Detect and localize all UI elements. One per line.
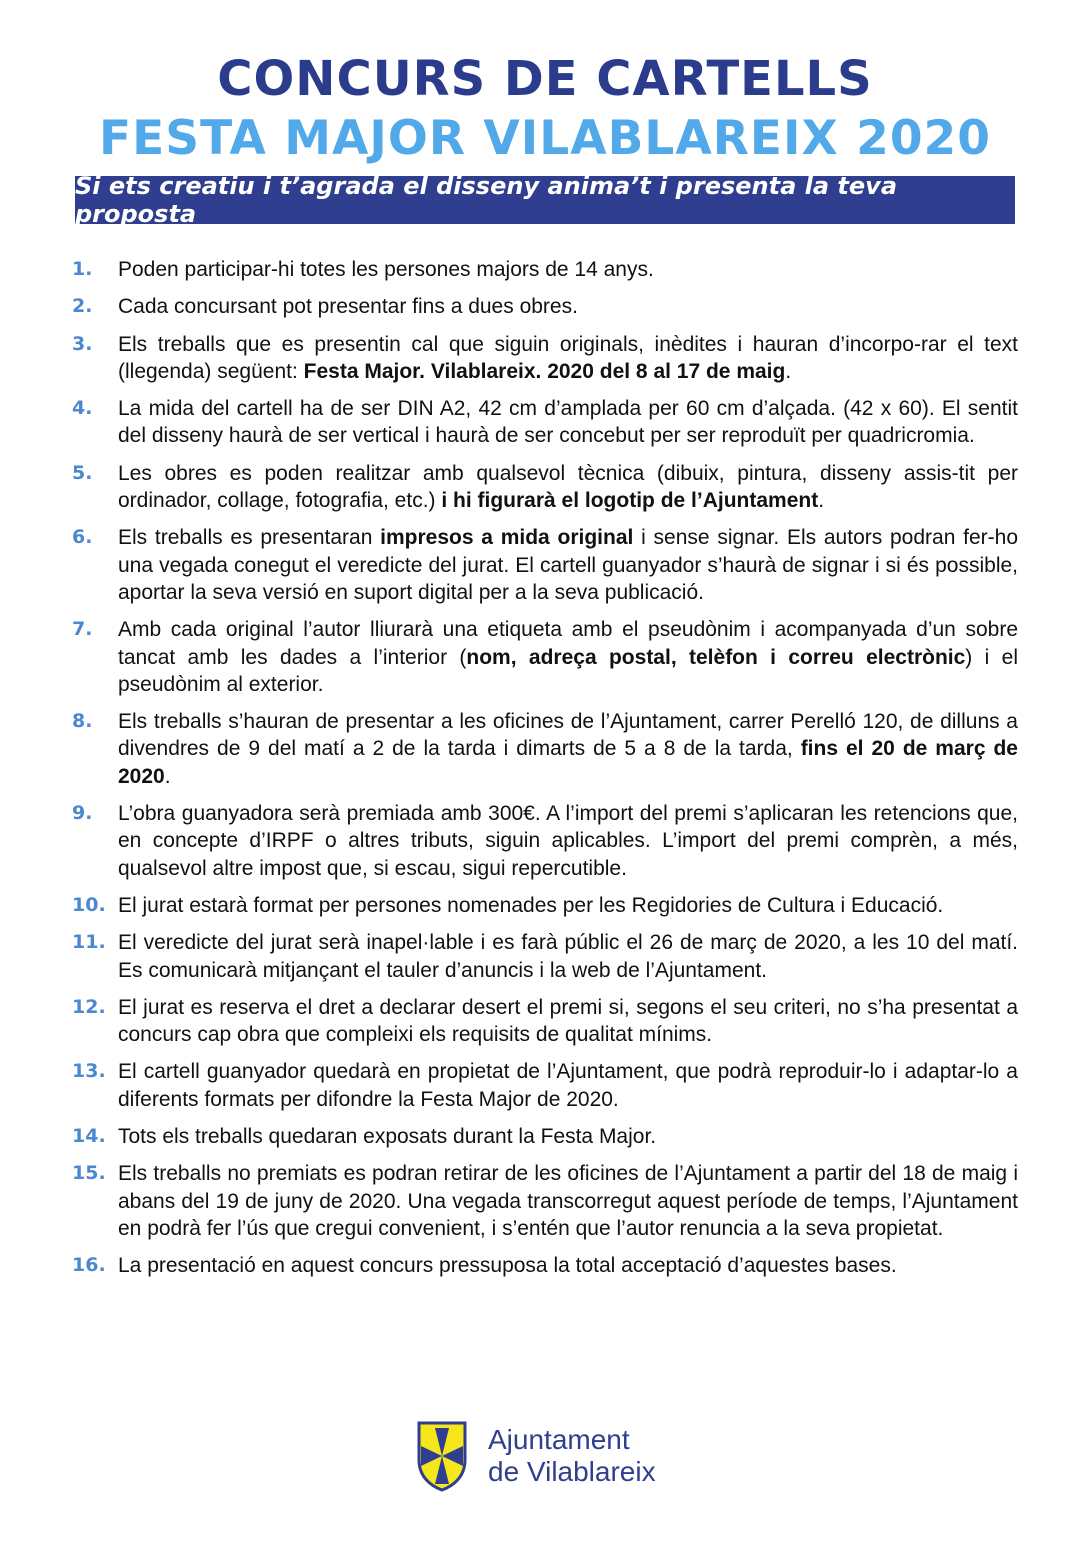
rules-list xyxy=(72,256,1018,1290)
rule-item xyxy=(72,1160,1018,1242)
footer-logo xyxy=(416,1416,656,1496)
rule-item xyxy=(72,293,1018,320)
rule-number: 4. xyxy=(72,397,93,420)
rule-number: 14. xyxy=(72,1125,106,1148)
rule-text-post: ) i el pseudònim al exterior. xyxy=(118,645,1018,696)
rule-item xyxy=(72,1058,1018,1113)
rule-number: 12. xyxy=(72,995,106,1018)
rule-item xyxy=(72,256,1018,283)
rule-text-bold: nom, adreça postal, telèfon i correu electrònic xyxy=(466,645,966,669)
rule-number: 1. xyxy=(72,258,93,280)
rule-text: El jurat es reserva el dret a declarar desert el premi si, segons el seu criteri, no s’ha presentat a concurs cap obra que compleixi els requisits de qualitat mínims. xyxy=(118,995,1018,1047)
rule-text: La presentació en aquest concurs pressuposa la total acceptació d’aquestes bases. xyxy=(118,1254,897,1278)
rule-item xyxy=(72,524,1018,606)
rule-number: 2. xyxy=(72,295,93,318)
rule-text xyxy=(118,460,1018,515)
rule-text-post: . xyxy=(164,764,171,788)
rule-text: Els treballs no premiats es podran retirar de les oficines de l’Ajuntament a partir del 18 de maig i abans del 19 de juny de 2020. Una vegada transcorregut aquest període de temps, l’Ajuntament en podrà fer l’ús que cregui convenient, i s’entén que l’autor renuncia a la seva propietat. xyxy=(118,1162,1018,1240)
vilablareix-shield-icon xyxy=(416,1420,468,1492)
rule-text: El veredicte del jurat serà inapel·lable i es farà públic el 26 de març de 2020, a les 10 del matí. Es comunicarà mitjançant el tauler d’anuncis i la web de l’Ajuntament. xyxy=(118,931,1018,982)
rule-text-post: . xyxy=(818,489,825,513)
rule-text: El cartell guanyador quedarà en propietat de l’Ajuntament, que podrà reproduir-lo i adaptar-lo a diferents formats per difondre la Festa Major de 2020. xyxy=(118,1060,1018,1111)
rule-number: 8. xyxy=(72,710,93,733)
rule-text-bold: fins el 20 de març de 2020 xyxy=(118,737,1018,788)
rule-text-bold: Festa Major. Vilablareix. 2020 del 8 al 17 de maig xyxy=(303,359,786,383)
rule-text: Poden participar-hi totes les persones majors de 14 anys. xyxy=(118,258,654,281)
rule-number: 10. xyxy=(72,893,106,916)
tagline-banner: Si ets creatiu i t’agrada el disseny anima’t i presenta la teva proposta xyxy=(75,176,1015,224)
rule-item xyxy=(72,460,1018,515)
rule-item xyxy=(72,892,1018,919)
rule-item xyxy=(72,395,1018,450)
title-festa-major: FESTA MAJOR VILABLAREIX 2020 xyxy=(99,111,991,166)
rule-number: 16. xyxy=(72,1254,106,1277)
rule-text-pre: Els treballs s’hauran de presentar a les oficines de l’Ajuntament, carrer Perelló 120, de dilluns a divendres de 9 del matí a 2 de la tarda i dimarts de 5 a 8 de la tarda, xyxy=(118,710,1018,761)
rule-item xyxy=(72,994,1018,1049)
rule-item xyxy=(72,331,1018,386)
rule-text: L’obra guanyadora serà premiada amb 300€. A l’import del premi s’aplicaran les retencions que, en concepte d’IRPF o altres tributs, siguin aplicables. L’import del premi comprèn, a més, qualsevol altre impost que, si escau, sigui repercutible. xyxy=(118,802,1018,880)
rule-number: 13. xyxy=(72,1060,106,1083)
rule-text xyxy=(118,616,1018,698)
rule-number: 9. xyxy=(72,802,93,825)
rule-item xyxy=(72,616,1018,698)
rule-text-pre: Amb cada original l’autor lliurarà una etiqueta amb el pseudònim i acompanyada d’un sobre tancat amb les dades a l’interior ( xyxy=(118,618,1018,669)
rule-text-bold: i hi figurarà el logotip de l’Ajuntament xyxy=(441,489,819,513)
rule-number: 5. xyxy=(72,461,93,484)
rule-number: 11. xyxy=(72,931,106,954)
rule-text-post: i sense signar. Els autors podran fer-ho una vegada conegut el veredicte del jurat. El cartell guanyador s’haurà de signar i si és possible, aportar la seva versió en suport digital per a la seva publicació. xyxy=(118,526,1019,604)
rule-item xyxy=(72,708,1018,790)
rule-number: 6. xyxy=(72,526,93,549)
rule-number: 3. xyxy=(72,332,93,355)
rule-item xyxy=(72,1123,1018,1150)
logo-line-ajuntament: Ajuntament xyxy=(488,1424,630,1455)
rule-text: La mida del cartell ha de ser DIN A2, 42 cm d’amplada per 60 cm d’alçada. (42 x 60). El sentit del disseny haurà de ser vertical i haurà de ser concebut per ser reproduït per quadricromia. xyxy=(118,397,1018,448)
rule-text: Cada concursant pot presentar fins a dues obres. xyxy=(118,295,578,319)
rule-number: 7. xyxy=(72,618,93,641)
rule-item xyxy=(72,929,1018,984)
rule-text-pre: Els treballs es presentaran xyxy=(118,526,381,550)
rule-number: 15. xyxy=(72,1162,106,1185)
rule-text xyxy=(118,708,1018,790)
rule-text-bold: impresos a mida original xyxy=(380,526,634,550)
rule-text: El jurat estarà format per persones nomenades per les Regidories de Cultura i Educació. xyxy=(118,893,944,917)
rule-item xyxy=(72,1252,1018,1279)
rule-text-post: . xyxy=(785,359,792,383)
rule-text-pre: Els treballs que es presentin cal que siguin originals, inèdites i hauran d’incorpo-rar el text (llegenda) següent: xyxy=(118,332,1018,383)
rule-text xyxy=(118,524,1018,606)
rule-text-pre: Les obres es poden realitzar amb qualsevol tècnica (dibuix, pintura, disseny assis-tit per ordinador, collage, fotografia, etc.) xyxy=(118,461,1018,513)
logo-line-vilablareix: de Vilablareix xyxy=(488,1456,656,1487)
logo-text xyxy=(488,1424,656,1488)
rule-text: Tots els treballs quedaran exposats durant la Festa Major. xyxy=(118,1125,657,1149)
title-concurs: CONCURS DE CARTELLS xyxy=(217,51,873,107)
rule-text xyxy=(118,331,1018,386)
rule-item xyxy=(72,800,1018,882)
